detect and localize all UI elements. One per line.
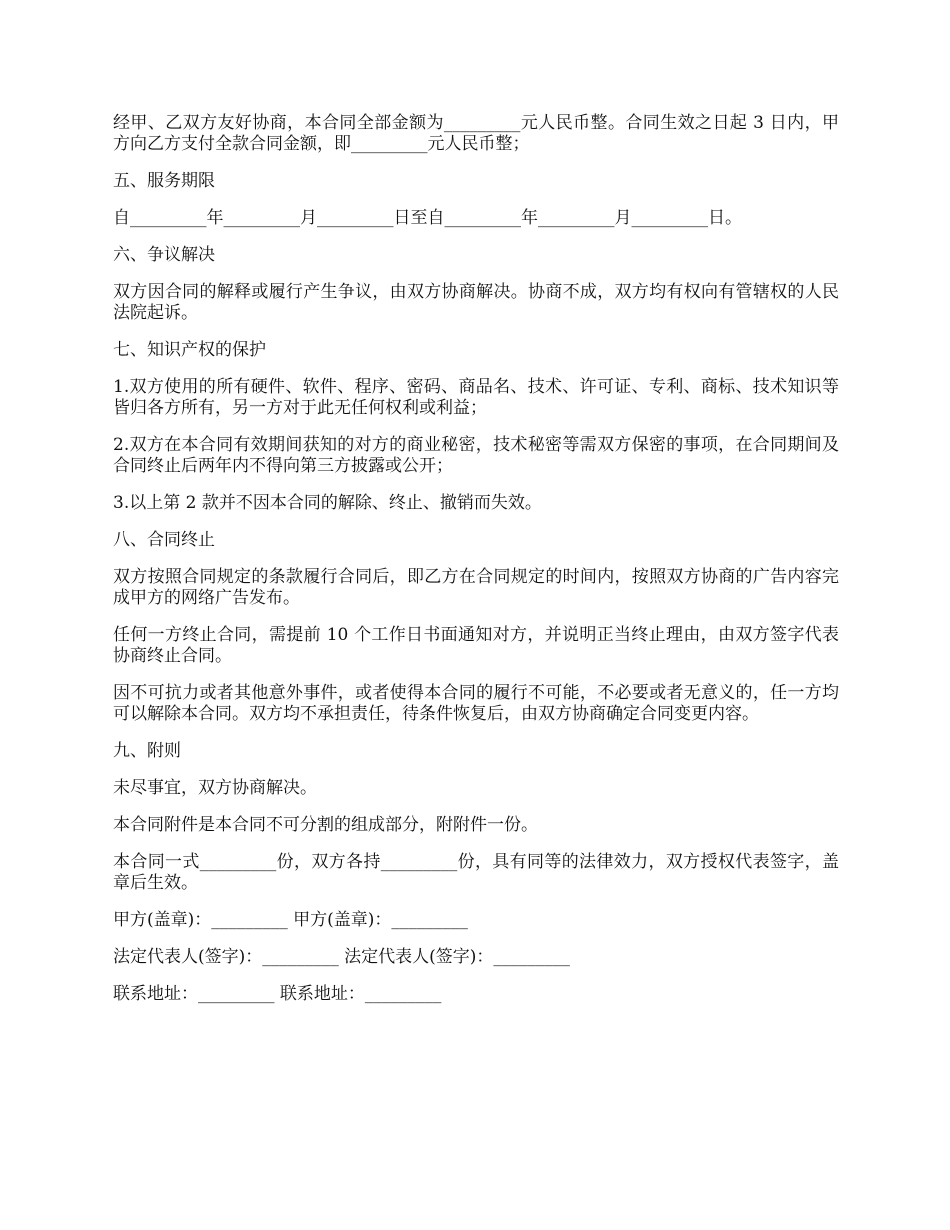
ip-clause-3: 3.以上第 2 款并不因本合同的解除、终止、撤销而失效。 <box>113 493 542 513</box>
termination-clause-3: 因不可抗力或者其他意外事件，或者使得本合同的履行不可能，不必要或者无意义的，任一方均可以解除本合同。双方均不承担责任，待条件恢复后，由双方协商确定合同变更内容。 <box>113 683 839 724</box>
section-heading-supplementary: 九、附则 <box>113 741 181 761</box>
payment-clause: 经甲、乙双方友好协商，本合同全部金额为_________元人民币整。合同生效之日起 3 日内，甲方向乙方支付全款合同金额，即_________元人民币整； <box>113 113 839 154</box>
section-heading-ip-protection: 七、知识产权的保护 <box>113 340 266 360</box>
dispute-resolution-clause: 双方因合同的解释或履行产生争议，由双方协商解决。协商不成，双方均有权向有管辖权的人民法院起诉。 <box>113 282 839 323</box>
supplementary-clause-2: 本合同附件是本合同不可分割的组成部分，附附件一份。 <box>113 815 538 835</box>
seal-line: 甲方(盖章)：_________ 甲方(盖章)：_________ <box>113 910 468 930</box>
termination-clause-1: 双方按照合同规定的条款履行合同后，即乙方在合同规定的时间内，按照双方协商的广告内容完成甲方的网络广告发布。 <box>113 567 839 608</box>
ip-clause-1: 1.双方使用的所有硬件、软件、程序、密码、商品名、技术、许可证、专利、商标、技术知识等皆归各方所有，另一方对于此无任何权利或利益； <box>113 377 839 418</box>
section-heading-termination: 八、合同终止 <box>113 530 215 550</box>
supplementary-clause-3: 本合同一式_________份，双方各持_________份，具有同等的法律效力，双方授权代表签字，盖章后生效。 <box>113 852 839 893</box>
legal-representative-line: 法定代表人(签字)：_________ 法定代表人(签字)：_________ <box>113 947 570 967</box>
section-heading-service-period: 五、服务期限 <box>113 171 215 191</box>
document-body <box>113 113 839 1021</box>
termination-clause-2: 任何一方终止合同，需提前 10 个工作日书面通知对方，并说明正当终止理由，由双方签字代表协商终止合同。 <box>113 625 839 666</box>
service-period-clause: 自_________年_________月_________日至自_________年_________月_________日。 <box>113 208 742 228</box>
contact-address-line: 联系地址：_________ 联系地址：_________ <box>113 984 442 1004</box>
supplementary-clause-1: 未尽事宜，双方协商解决。 <box>113 778 317 798</box>
ip-clause-2: 2.双方在本合同有效期间获知的对方的商业秘密，技术秘密等需双方保密的事项，在合同期间及合同终止后两年内不得向第三方披露或公开； <box>113 435 839 476</box>
section-heading-dispute-resolution: 六、争议解决 <box>113 245 215 265</box>
